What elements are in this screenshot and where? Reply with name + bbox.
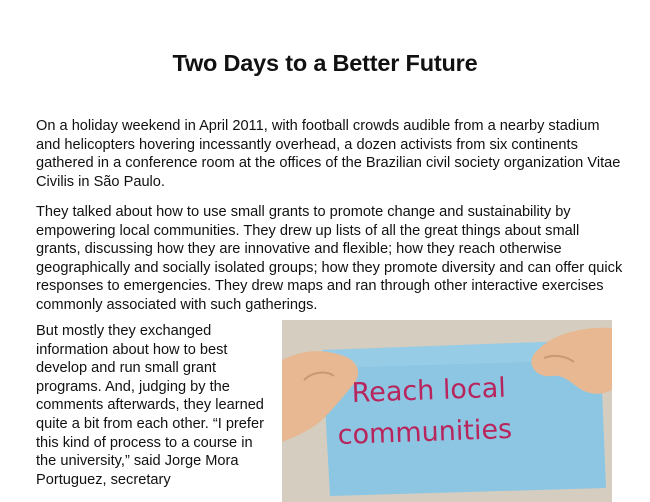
paragraph-intro: On a holiday weekend in April 2011, with football crowds audible from a nearby stadium and helicopters hovering incessantly overhead, a dozen activists from six continents gathered in a conference room at the offices of the Brazilian civil society organization Vitae Civilis in São Paulo.	[36, 118, 621, 190]
card-text-line2: communities	[337, 413, 513, 451]
card-text-line1: Reach local	[351, 372, 507, 409]
paragraph-discussion: They talked about how to use small grants to promote change and sustainability by empowering local communities. They drew up lists of all the great things about small grants, discussing how they are innovative and flexible; how they reach otherwise geographically and socially isolated groups; how they promote diversity and can offer quick responses to emergencies. They drew maps and ran through other interactive exercises commonly associated with such gatherings.	[36, 204, 623, 313]
paragraph-exchange: But mostly they exchanged information about how to best develop and run small grant programs. And, judging by the comments afterwards, they learned quite a bit from each other. “I prefer this kind of process to a course in the university,” said Jorge Mora Portuguez, secretary	[36, 323, 264, 488]
workshop-photo	[282, 320, 612, 502]
photo-illustration	[282, 320, 612, 502]
document-title: Two Days to a Better Future	[172, 49, 478, 76]
